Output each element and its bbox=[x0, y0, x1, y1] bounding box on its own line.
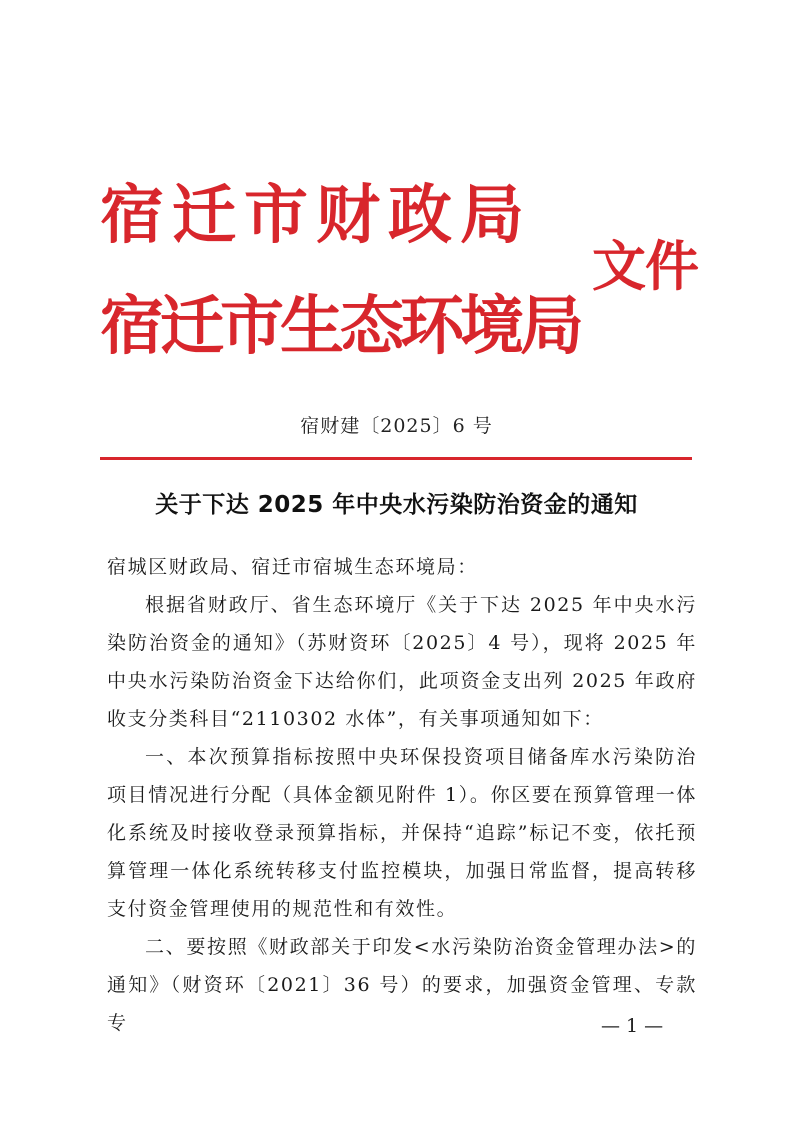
document-type-label: 文件 bbox=[592, 235, 698, 298]
page-number: — 1 — bbox=[601, 1015, 664, 1037]
issuing-agency-finance: 宿迁市财政局 bbox=[100, 179, 532, 253]
body-paragraph-1: 一、本次预算指标按照中央环保投资项目储备库水污染防治项目情况进行分配（具体金额见附件 1）。你区要在预算管理一体化系统及时接收登录预算指标，并保持“追踪”标记不变，依托预算管理一体化系统转移支付监控模块，加强日常监督，提高转移支付资金管理使用的规范性和有效性。 bbox=[107, 746, 697, 920]
addressee: 宿城区财政局、宿迁市宿城生态环境局： bbox=[107, 556, 478, 578]
body-paragraph-2: 二、要按照《财政部关于印发<水污染防治资金管理办法>的通知》（财资环〔2021〕36 号）的要求，加强资金管理、专款专 bbox=[107, 936, 697, 1034]
document-body bbox=[107, 548, 697, 1042]
document-number: 宿财建〔2025〕6 号 bbox=[300, 415, 493, 437]
notice-title: 关于下达 2025 年中央水污染防治资金的通知 bbox=[155, 492, 638, 518]
header-divider bbox=[100, 457, 692, 460]
document-header bbox=[100, 178, 700, 378]
body-paragraph-intro: 根据省财政厅、省生态环境厅《关于下达 2025 年中央水污染防治资金的通知》（苏财资环〔2025〕4 号），现将 2025 年中央水污染防治资金下达给你们，此项资金支出列 2025 年政府收支分类科目“2110302 水体”，有关事项通知如下： bbox=[107, 594, 697, 730]
issuing-agency-environment: 宿迁市生态环境局 bbox=[100, 290, 580, 364]
